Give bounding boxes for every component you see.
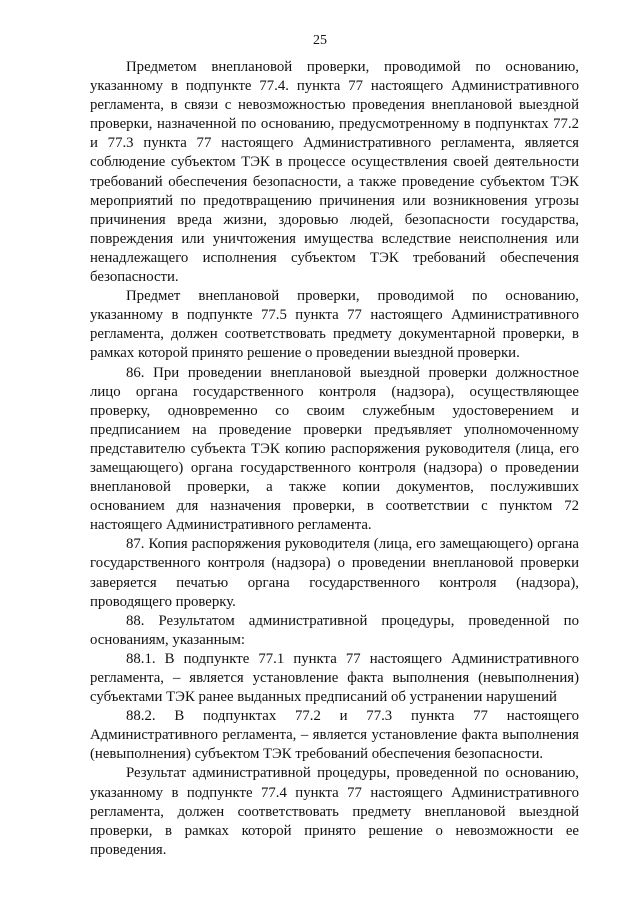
paragraph-result-77-4: Результат административной процедуры, проведенной по основанию, указанному в подпункте 77.4 пункта 77 настоящего Административного регламента, должен соответствовать предмету внеплановой выездной проверки, в рамках которой принято решение о невозможности ее проведения. [90,765,579,858]
paragraph-88: 88. Результатом административной процедуры, проведенной по основаниям, указанным: [90,612,579,648]
page-number: 25 [313,33,327,48]
paragraph-subject-77-5: Предмет внеплановой проверки, проводимой по основанию, указанному в подпункте 77.5 пункта 77 настоящего Административного регламента, должен соответствовать предмету документарной проверки, в рамках которой принято решение о проведении выездной проверки. [90,288,579,362]
paragraph-88-2: 88.2. В подпунктах 77.2 и 77.3 пункта 77 настоящего Административного регламента, – является установление факта выполнения (невыполнения) субъектом ТЭК требований обеспечения безопасности. [90,708,579,763]
paragraph-86: 86. При проведении внеплановой выездной проверки должностное лицо органа государственного контроля (надзора), осуществляющее проверку, одновременно со своим служебным удостоверением и предписанием на проведение проверки предъявляет уполномоченному представителю субъекта ТЭК копию распоряжения руководителя (лица, его замещающего) органа государственного контроля (надзора) о проведении внеплановой проверки, а также копии документов, послуживших основанием для назначения проверки, в соответствии с пунктом 72 настоящего Административного регламента. [90,364,579,534]
paragraph-88-1: 88.1. В подпункте 77.1 пункта 77 настоящего Административного регламента, – является установление факта выполнения (невыполнения) субъектами ТЭК ранее выданных предписаний об устранении нарушений [90,650,579,706]
paragraph-87: 87. Копия распоряжения руководителя (лица, его замещающего) органа государственного контроля (надзора) о проведении внеплановой проверки заверяется печатью органа государственного контроля (надзора), проводящего проверку. [90,536,579,610]
paragraph-subject-77-4: Предметом внеплановой проверки, проводимой по основанию, указанному в подпункте 77.4. пункта 77 настоящего Административного регламента, в связи с невозможностью проведения внеплановой выездной проверки, назначенной по основанию, предусмотренному в подпунктах 77.2 и 77.3 пункта 77 настоящего Административного регламента, является соблюдение субъектом ТЭК в процессе осуществления своей деятельности требований обеспечения безопасности, а также проведение субъектом ТЭК мероприятий по предотвращению причинения или возникновения угрозы причинения вреда жизни, здоровью людей, безопасности государства, повреждения или уничтожения имущества вследствие неисполнения или ненадлежащего исполнения субъектом ТЭК требований обеспечения безопасности. [90,59,579,286]
document-body [90,58,579,860]
